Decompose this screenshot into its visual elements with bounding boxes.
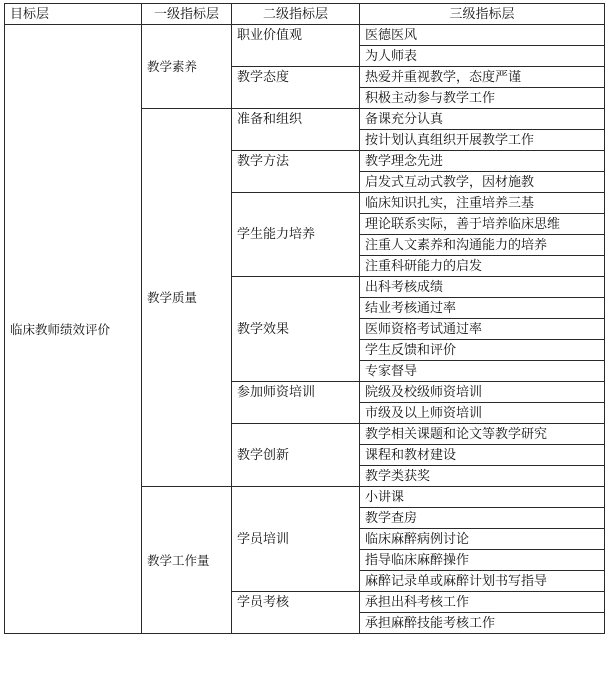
level-3-indicator-cell: 出科考核成绩 [360,277,605,298]
level-2-indicator-cell: 职业价值观 [232,25,360,67]
level-3-indicator-cell: 承担出科考核工作 [360,592,605,613]
level-3-indicator-cell: 临床知识扎实，注重培养三基 [360,193,605,214]
level-3-indicator-cell: 院级及校级师资培训 [360,382,605,403]
target-level-cell: 临床教师绩效评价 [5,25,142,634]
level-2-indicator-cell: 学员考核 [232,592,360,634]
level-3-indicator-cell: 按计划认真组织开展教学工作 [360,130,605,151]
level-3-indicator-cell: 积极主动参与教学工作 [360,88,605,109]
level-2-indicator-cell: 学员培训 [232,487,360,592]
level-3-indicator-cell: 市级及以上师资培训 [360,403,605,424]
level-3-indicator-cell: 启发式互动式教学，因材施教 [360,172,605,193]
level-1-indicator-cell: 教学素养 [142,25,232,109]
header-level-1: 一级指标层 [142,4,232,25]
level-1-indicator-cell: 教学工作量 [142,487,232,634]
level-3-indicator-cell: 学生反馈和评价 [360,340,605,361]
table-header-row [5,4,605,25]
level-3-indicator-cell: 指导临床麻醉操作 [360,550,605,571]
level-1-indicator-cell: 教学质量 [142,109,232,487]
table-row [5,25,605,46]
level-3-indicator-cell: 注重人文素养和沟通能力的培养 [360,235,605,256]
level-2-indicator-cell: 教学态度 [232,67,360,109]
level-3-indicator-cell: 承担麻醉技能考核工作 [360,613,605,634]
level-3-indicator-cell: 热爱并重视教学，态度严谨 [360,67,605,88]
level-3-indicator-cell: 医德医风 [360,25,605,46]
level-2-indicator-cell: 教学方法 [232,151,360,193]
level-3-indicator-cell: 小讲课 [360,487,605,508]
level-3-indicator-cell: 教学理念先进 [360,151,605,172]
level-3-indicator-cell: 注重科研能力的启发 [360,256,605,277]
evaluation-index-table [4,3,605,634]
level-3-indicator-cell: 医师资格考试通过率 [360,319,605,340]
header-level-2: 二级指标层 [232,4,360,25]
level-2-indicator-cell: 参加师资培训 [232,382,360,424]
level-2-indicator-cell: 学生能力培养 [232,193,360,277]
level-3-indicator-cell: 结业考核通过率 [360,298,605,319]
level-3-indicator-cell: 教学查房 [360,508,605,529]
level-3-indicator-cell: 课程和教材建设 [360,445,605,466]
table-body [5,25,605,634]
level-3-indicator-cell: 备课充分认真 [360,109,605,130]
level-3-indicator-cell: 专家督导 [360,361,605,382]
level-3-indicator-cell: 临床麻醉病例讨论 [360,529,605,550]
level-2-indicator-cell: 准备和组织 [232,109,360,151]
level-3-indicator-cell: 教学类获奖 [360,466,605,487]
level-3-indicator-cell: 教学相关课题和论文等教学研究 [360,424,605,445]
header-level-3: 三级指标层 [360,4,605,25]
level-3-indicator-cell: 理论联系实际，善于培养临床思维 [360,214,605,235]
level-2-indicator-cell: 教学创新 [232,424,360,487]
level-3-indicator-cell: 为人师表 [360,46,605,67]
header-target-level: 目标层 [5,4,142,25]
level-3-indicator-cell: 麻醉记录单或麻醉计划书写指导 [360,571,605,592]
level-2-indicator-cell: 教学效果 [232,277,360,382]
